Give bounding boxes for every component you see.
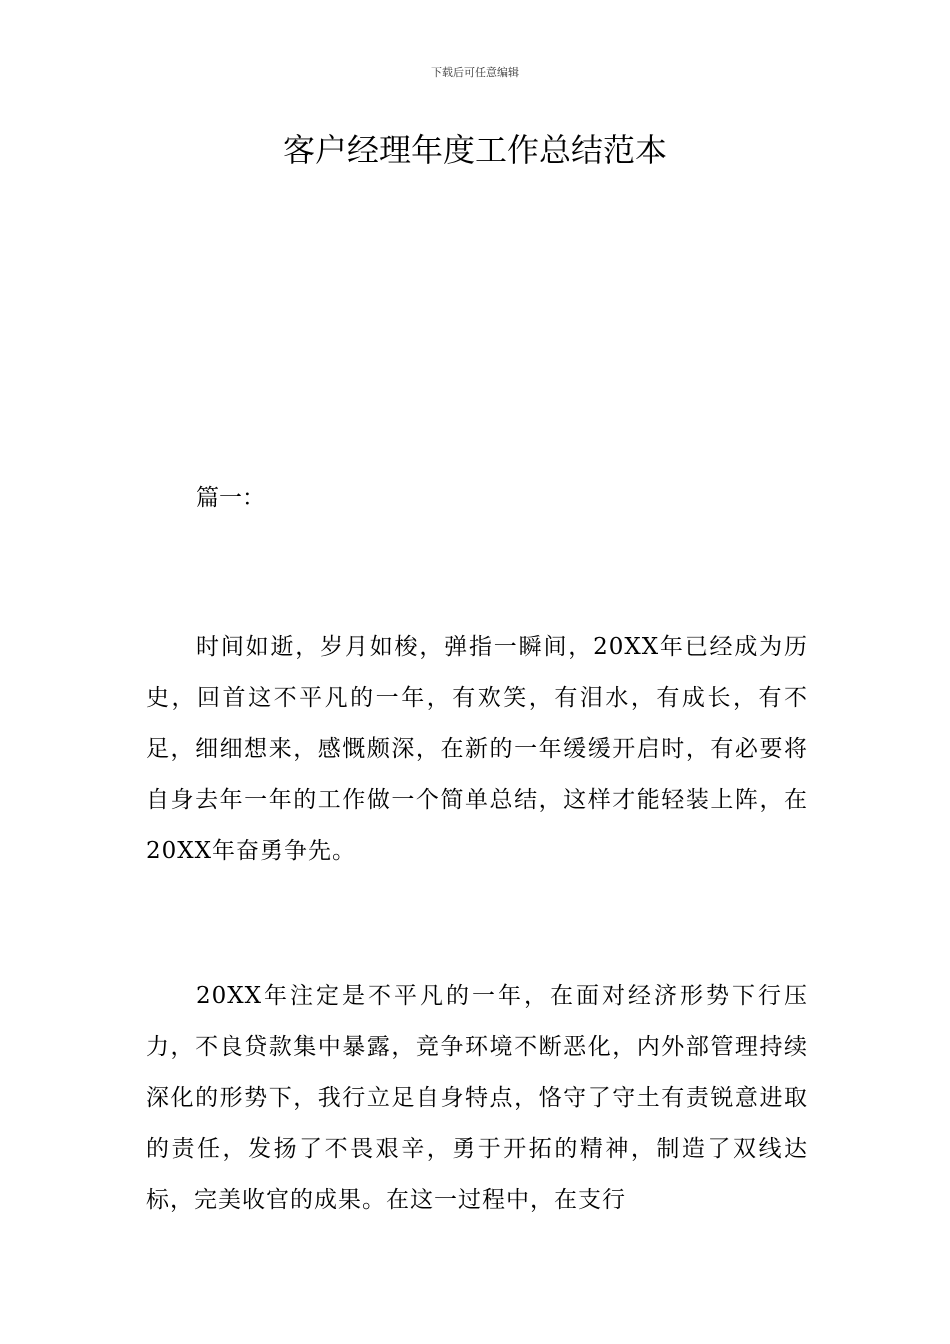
body-paragraph-2: 20XX年注定是不平凡的一年，在面对经济形势下行压力，不良贷款集中暴露，竞争环境不断恶化，内外部管理持续深化的形势下，我行立足自身特点，恪守了守土有责锐意进取的责任，发扬了不畏艰辛，勇于开拓的精神，制造了双线达标，完美收官的成果。在这一过程中，在支行 [146, 983, 808, 1213]
document-title: 客户经理年度工作总结范本 [282, 131, 667, 169]
body-paragraph-1: 时间如逝，岁月如梭，弹指一瞬间，20XX年已经成为历史，回首这不平凡的一年，有欢笑，有泪水，有成长，有不足，细细想来，感慨颇深，在新的一年缓缓开启时，有必要将自身去年一年的工作做一个简单总结，这样才能轻装上阵，在20XX年奋勇争先。 [146, 634, 808, 864]
page-header-note: 下载后可任意编辑 [431, 66, 519, 79]
section-label: 篇一： [196, 485, 265, 511]
